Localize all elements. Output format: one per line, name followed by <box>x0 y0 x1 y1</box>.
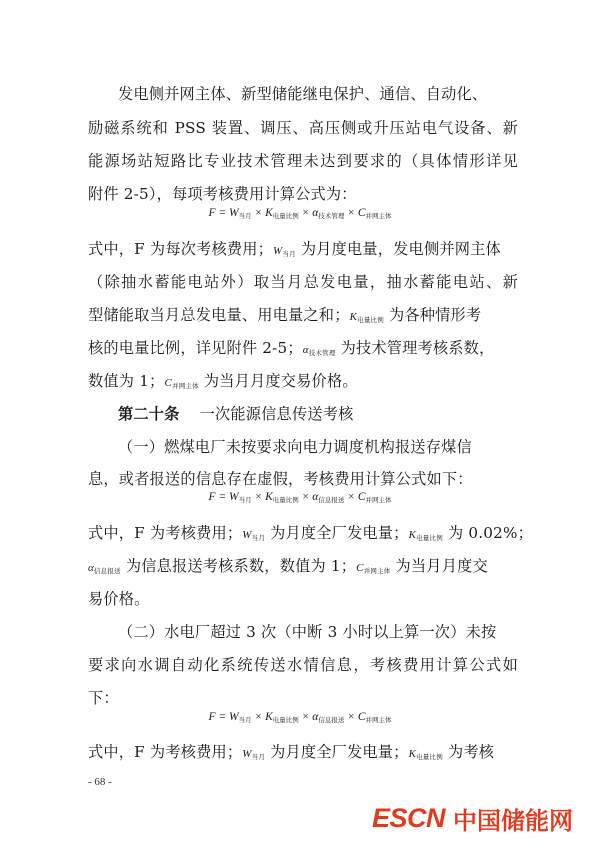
logo-text-en: ESCN <box>372 802 446 833</box>
paragraph-2-line-3: 型储能取当月总发电量、用电量之和；$K_{电量比例}$ 为各种情形考 <box>88 306 482 324</box>
item-2-line-1: （二）水电厂超过 3 次（中断 3 小时以上算一次）未按 <box>118 623 497 641</box>
item-1-line-1: （一）燃煤电厂未按要求向电力调度机构报送存煤信 <box>118 438 472 456</box>
paragraph-1-line-2: 励磁系统和 PSS 装置、调压、高压侧或升压站电气设备、新 <box>88 119 518 137</box>
article-20-subtitle: 一次能源信息传送考核 <box>199 405 354 423</box>
paragraph-3-line-3: 易价格。 <box>88 590 150 608</box>
formula-water-info: $F = W_{当月} \times K_{电量比例} \times \alpha_{信息报送} \times C_{并网主体}$ <box>208 711 392 724</box>
paragraph-3-line-2: $\alpha_{信息报送}$ 为信息报送考核系数，数值为 1；$C_{并网主体}$ 为当月月度交 <box>88 557 488 575</box>
item-2-line-2: 要求向水调自动化系统传送水情信息，考核费用计算公式如 <box>88 656 518 674</box>
formula-coal-info: $F = W_{当月} \times K_{电量比例} \times \alpha_{信息报送} \times C_{并网主体}$ <box>208 491 392 504</box>
paragraph-1-line-4: 附件 2-5），每项考核费用计算公式为： <box>88 185 357 203</box>
item-1-line-2: 息，或者报送的信息存在虚假，考核费用计算公式如下： <box>88 470 473 488</box>
paragraph-2-line-2: （除抽水蓄能电站外）取当月总发电量，抽水蓄能电站、新 <box>88 273 518 291</box>
article-20-title: 第二十条 <box>118 405 180 423</box>
item-2-line-3: 下： <box>88 689 119 707</box>
paragraph-2-line-1: 式中，F 为每次考核费用；$W_{当月}$ 为月度电量，发电侧并网主体 <box>88 240 501 258</box>
paragraph-1-line-1: 发电侧并网主体、新型储能继电保护、通信、自动化、 <box>118 85 488 103</box>
article-20-heading <box>118 404 518 424</box>
escn-logo <box>372 798 573 838</box>
formula-technical-management: $F = W_{当月} \times K_{电量比例} \times \alpha_{技术管理} \times C_{并网主体}$ <box>208 207 392 220</box>
paragraph-1-line-3: 能源场站短路比专业技术管理未达到要求的（具体情形详见 <box>88 152 518 170</box>
paragraph-4-line-1: 式中，F 为考核费用；$W_{当月}$ 为月度全厂发电量；$K_{电量比例}$ 为考核 <box>88 743 495 761</box>
paragraph-3-line-1: 式中，F 为考核费用；$W_{当月}$ 为月度全厂发电量；$K_{电量比例}$ 为 0.02%； <box>88 524 533 542</box>
paragraph-2-line-4: 核的电量比例，详见附件 2-5；$\alpha_{技术管理}$ 为技术管理考核系数， <box>88 339 495 357</box>
logo-text-cn: 中国储能网 <box>453 806 574 835</box>
paragraph-2-line-5: 数值为 1；$C_{并网主体}$ 为当月月度交易价格。 <box>88 372 358 390</box>
page-number: - 68 - <box>88 776 112 788</box>
